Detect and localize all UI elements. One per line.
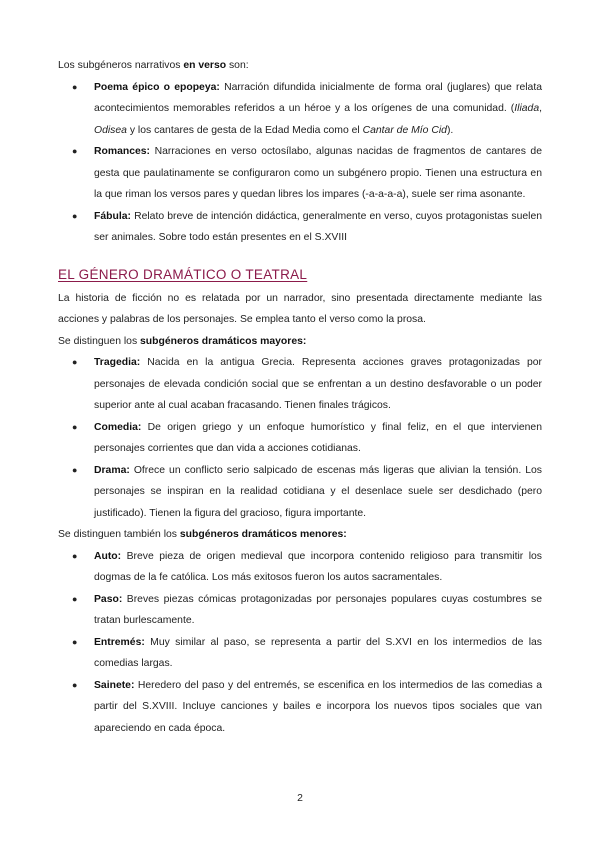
item-text: Narraciones en verso octosílabo, algunas nacidas de fragmentos de cantares de gesta que paulatinamente se configuraron como un subgénero propio. Tienen una estructura en la que riman los versos pares y quedan libres los impares (-a-a-a-a), suele ser rima asonante. — [94, 146, 542, 200]
item-label: Comedia: — [94, 421, 142, 433]
list-item-drama — [58, 460, 542, 525]
item-text: Ofrece un conflicto serio salpicado de escenas más ligeras que alivian la tensión. Los personajes se inspiran en la realidad cotidiana y el desenlace suele ser desdichado (pero justificado). Tienen la figura del gracioso, figura importante. — [94, 464, 542, 519]
list-item-fabula — [58, 206, 542, 249]
item-label: Paso: — [94, 593, 123, 605]
intro-bold: subgéneros dramáticos menores: — [179, 529, 347, 540]
minor-subgenre-list — [58, 546, 542, 740]
list-item-comedia — [58, 417, 542, 460]
item-label: Entremés: — [94, 636, 145, 648]
item-label: Romances: — [94, 146, 151, 157]
work-title-cantar: Cantar de Mío Cid — [362, 124, 447, 136]
list-item-romances — [58, 141, 542, 206]
list-item-auto — [58, 546, 542, 589]
item-text: y los cantares de gesta de la Edad Media como el — [126, 124, 363, 136]
minor-subgenres-intro — [58, 524, 542, 546]
list-item-poema-epico — [58, 77, 542, 142]
intro-bold: subgéneros dramáticos mayores: — [140, 335, 307, 347]
major-subgenre-list — [58, 352, 542, 524]
major-subgenres-intro — [58, 331, 542, 353]
item-label: Sainete: — [94, 679, 135, 691]
item-label: Tragedia: — [94, 357, 141, 368]
verse-intro-bold: en verso — [183, 60, 227, 71]
item-label: Drama: — [94, 464, 130, 476]
item-text: Muy similar al paso, se representa a partir del S.XVI en los intermedios de las comedias largas. — [94, 636, 542, 669]
verse-intro — [58, 55, 542, 77]
verse-intro-text: Los subgéneros narrativos — [58, 60, 184, 71]
item-text: Breve pieza de origen medieval que incorpora contenido religioso para transmitir los dogmas de la fe católica. Los más exitosos fueron los autos sacramentales. — [94, 550, 542, 583]
item-text: ). — [446, 124, 454, 136]
item-text: Heredero del paso y del entremés, se escenifica en los intermedios de las comedias a partir del S.XVIII. Incluye canciones y bailes e incorpora los nuevos tipos sociales que van apareciendo en cada época. — [94, 679, 542, 734]
verse-subgenre-list — [58, 77, 542, 249]
work-title-iliada: Iliada — [514, 103, 540, 114]
item-text: , — [539, 103, 542, 114]
section-heading: EL GÉNERO DRAMÁTICO O TEATRAL — [58, 266, 308, 282]
item-label: Auto: — [94, 550, 122, 562]
item-text: De origen griego y un enfoque humorístico y final feliz, en el que intervienen personajes corrientes que dan vida a acciones cotidianas. — [94, 421, 542, 454]
item-text: Relato breve de intención didáctica, generalmente en verso, cuyos protagonistas suelen ser animales. Sobre todo están presentes en el S.XVIII — [94, 210, 542, 243]
verse-intro-text-end: son: — [226, 60, 249, 71]
intro-text: Se distinguen también los — [58, 529, 180, 540]
list-item-sainete — [58, 675, 542, 740]
page-number: 2 — [297, 793, 303, 804]
list-item-tragedia — [58, 352, 542, 417]
item-text: Narración difundida inicialmente de forma oral (juglares) que relata acontecimientos memorables referidos a un héroe y a los orígenes de una comunidad. ( — [94, 81, 542, 114]
page-content — [58, 55, 542, 739]
intro-text: Se distinguen los — [58, 335, 141, 347]
work-title-odisea: Odisea — [94, 124, 127, 136]
item-text: Nacida en la antigua Grecia. Representa acciones graves protagonizadas por personajes de elevada condición social que se enfrentan a un destino desfavorable o un poder superior ante al cual acaban fracasando. Tienen finales trágicos. — [94, 357, 542, 411]
item-text: Breves piezas cómicas protagonizadas por personajes populares cuyas costumbres se tratan burlescamente. — [94, 593, 542, 626]
list-item-entremes — [58, 632, 542, 675]
item-label: Fábula: — [94, 210, 131, 222]
list-item-paso — [58, 589, 542, 632]
dramatic-intro: La historia de ficción no es relatada por un narrador, sino presentada directamente mediante las acciones y palabras de los personajes. Se emplea tanto el verso como la prosa. — [58, 292, 542, 325]
item-label: Poema épico o epopeya: — [94, 81, 220, 93]
